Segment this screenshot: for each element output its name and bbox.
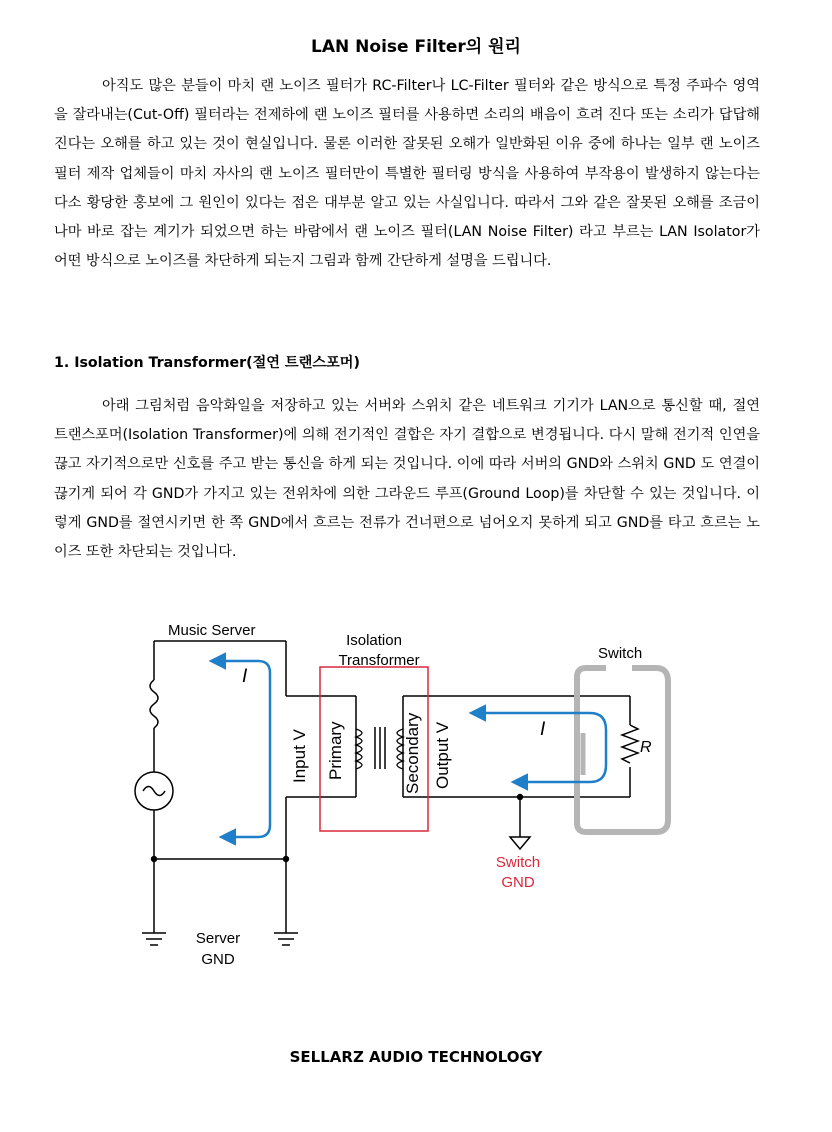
server-ground-left-icon xyxy=(142,933,166,945)
junction-dot xyxy=(151,856,157,862)
resistor-label: R xyxy=(640,739,652,756)
server-ground-right-icon xyxy=(274,933,298,945)
circuit-svg xyxy=(120,615,680,975)
secondary-label: Secondary xyxy=(403,712,422,794)
page-title: LAN Noise Filter의 원리 xyxy=(311,37,521,57)
section-heading: 1. Isolation Transformer(절연 트랜스포머) xyxy=(54,355,360,371)
input-v-label: Input V xyxy=(290,729,309,783)
junction-dot xyxy=(517,794,523,800)
switch-gnd-label: Switch xyxy=(495,854,541,871)
junction-dot xyxy=(283,856,289,862)
transformer-label: Transformer xyxy=(338,652,420,669)
switch-bracket xyxy=(577,668,668,832)
current-label-right: I xyxy=(540,719,546,740)
switch-gnd-label-2: GND xyxy=(501,874,535,891)
server-gnd-label: Server xyxy=(195,930,241,947)
isolation-label: Isolation xyxy=(346,632,402,649)
server-gnd-label-2: GND xyxy=(201,951,235,968)
music-server-label: Music Server xyxy=(168,622,256,639)
primary-label: Primary xyxy=(326,721,345,780)
switch-ground-icon xyxy=(510,797,530,849)
resistor-icon xyxy=(622,725,638,763)
primary-coil xyxy=(356,729,362,769)
footer-brand: SELLARZ AUDIO TECHNOLOGY xyxy=(289,1048,543,1066)
output-v-label: Output V xyxy=(433,721,452,789)
intro-paragraph: 아직도 많은 분들이 마치 랜 노이즈 필터가 RC-Filter나 LC-Filter 필터와 같은 방식으로 특정 주파수 영역을 잘라내는(Cut-Off) 필터라는 전제하에 랜 노이즈 필터를 사용하면 소리의 배음이 흐려 진다 또는 소리가 답답해진다는 오해를 하고 있는 것이 현실입니다. 물론 이러한 잘못된 오해가 일반화된 이유 중에 하나는 일부 랜 노이즈 필터 제작 업체들이 마치 자사의 랜 노이즈 필터만이 특별한 필터링 방식을 사용하여 부작용이 발생하지 않는다는 다소 황당한 홍보에 그 원인이 있다는 점은 대부분 알고 있는 사실입니다. 따라서 그와 같은 잘못된 오해를 조금이나마 바로 잡는 계기가 되었으면 하는 바람에서 랜 노이즈 필터(LAN Noise Filter) 라고 부르는 LAN Isolator가 어떤 방식으로 노이즈를 차단하게 되는지 그림과 함께 간단하게 설명을 드립니다. xyxy=(54,78,760,270)
current-arrow-left xyxy=(215,661,270,837)
current-label-left: I xyxy=(242,666,248,687)
isolation-transformer-diagram xyxy=(120,615,680,975)
fuse-coil xyxy=(150,680,158,728)
switch-label: Switch xyxy=(598,645,643,662)
section-paragraph: 아래 그림처럼 음악화일을 저장하고 있는 서버와 스위치 같은 네트워크 기기가 LAN으로 통신할 때, 절연 트랜스포머(Isolation Transformer)에 의해 전기적인 결합은 자기 결합으로 변경됩니다. 다시 말해 전기적 인연을 끊고 자기적으로만 신호를 주고 받는 통신을 하게 되는 것입니다. 이에 따라 서버의 GND와 스위치 GND 도 연결이 끊기게 되어 각 GND가 가지고 있는 전위차에 의한 그라운드 루프(Ground Loop)를 차단할 수 있는 것입니다. 이렇게 GND를 절연시키면 한 쪽 GND에서 흐르는 전류가 건너편으로 넘어오지 못하게 되고 GND를 타고 흐르는 노이즈 또한 차단되는 것입니다. xyxy=(54,398,760,561)
